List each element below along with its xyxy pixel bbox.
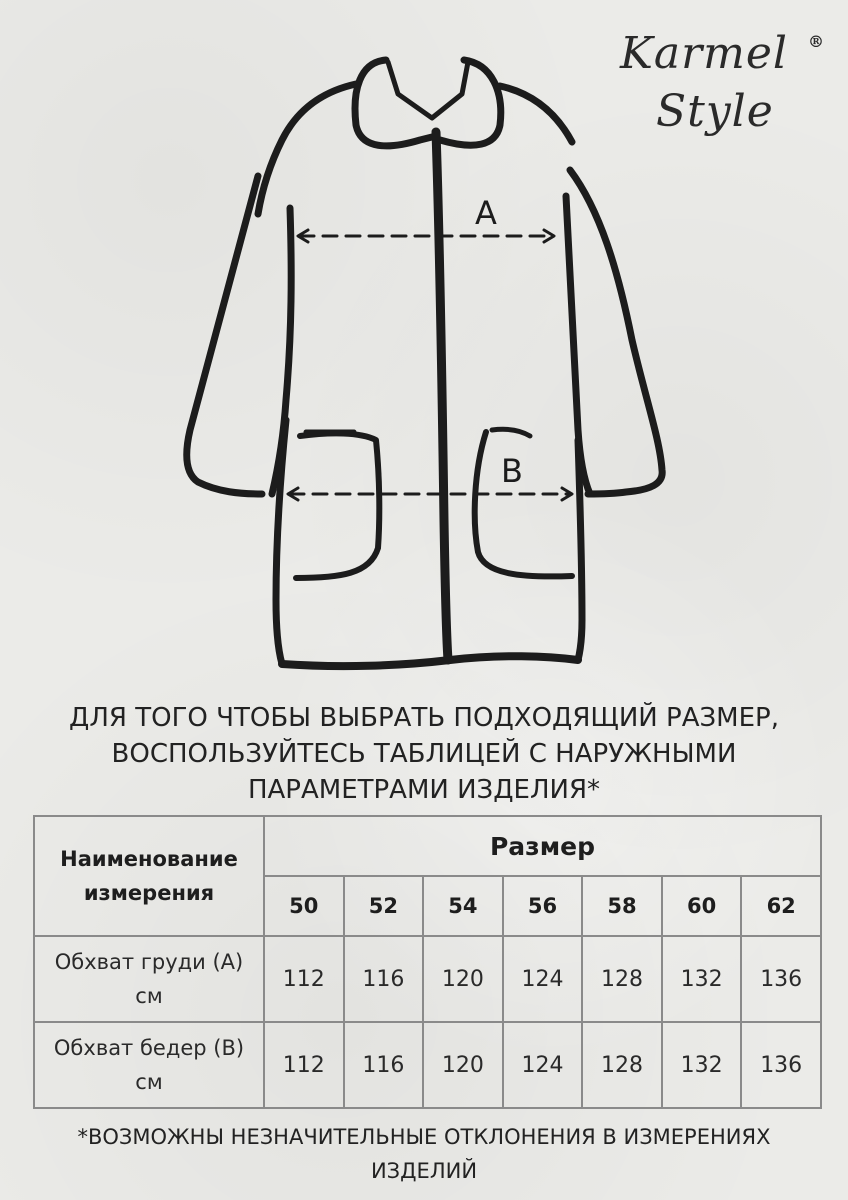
table-cell: 136 [741,936,821,1022]
size-column-header: 54 [423,876,503,936]
table-row [34,936,821,1022]
footnote-line: ИЗДЕЛИЙ [370,1159,478,1183]
table-header-row [34,816,821,876]
size-column-header: 60 [662,876,742,936]
brand-logo-line1: Karmel [620,28,788,79]
brand-logo-line2: Style [656,86,774,137]
row-label-hips [34,1022,264,1108]
footnote-line: *ВОЗМОЖНЫ НЕЗНАЧИТЕЛЬНЫЕ ОТКЛОНЕНИЯ В ИЗМЕРЕНИЯХ [77,1125,771,1149]
registered-mark: ® [808,32,824,51]
pocket-right [475,432,572,576]
right-shoulder [500,86,572,142]
size-header: Размер [264,816,821,876]
table-cell: 116 [344,1022,424,1108]
footnote [30,1120,818,1188]
body-right [578,440,582,660]
pocket-left [296,433,379,578]
table-cell: 128 [582,936,662,1022]
table-cell: 116 [344,936,424,1022]
measurement-name-header [34,816,264,936]
size-column-header: 52 [344,876,424,936]
table-cell: 112 [264,936,344,1022]
table-row [34,1022,821,1108]
intro-line: ВОСПОЛЬЗУЙТЕСЬ ТАБЛИЦЕЙ С НАРУЖНЫМИ [111,739,737,769]
intro-line: ДЛЯ ТОГО ЧТОБЫ ВЫБРАТЬ ПОДХОДЯЩИЙ РАЗМЕР, [69,703,779,733]
row-label-unit: см [135,1070,163,1094]
table-cell: 132 [662,1022,742,1108]
left-shoulder [258,84,356,214]
row-label-unit: см [135,984,163,1008]
table-cell: 120 [423,1022,503,1108]
intro-line: ПАРАМЕТРАМИ ИЗДЕЛИЯ* [247,775,601,805]
size-column-header: 58 [582,876,662,936]
coat-sketch [170,40,680,680]
row-label-line: Обхват груди (А) [54,950,244,974]
hem [282,656,578,666]
table-cell: 124 [503,1022,583,1108]
label-a: A [475,194,497,232]
row-label-chest [34,936,264,1022]
intro-text [40,700,808,808]
left-sleeve-outer [187,176,262,494]
right-sleeve-outer [570,170,662,494]
table-cell: 124 [503,936,583,1022]
size-column-header: 56 [503,876,583,936]
label-b: B [501,452,523,490]
collar-left [355,60,436,146]
size-column-header: 62 [741,876,821,936]
table-cell: 128 [582,1022,662,1108]
placket [436,132,448,660]
size-column-header: 50 [264,876,344,936]
table-cell: 136 [741,1022,821,1108]
table-cell: 120 [423,936,503,1022]
table-cell: 112 [264,1022,344,1108]
table-cell: 132 [662,936,742,1022]
pocket-right-flap [492,429,530,436]
collar-inner [388,62,468,118]
measurement-name-header-line: Наименование [60,847,238,871]
size-table [33,815,822,1109]
measurement-name-header-line: измерения [83,881,215,905]
row-label-line: Обхват бедер (В) [53,1036,245,1060]
